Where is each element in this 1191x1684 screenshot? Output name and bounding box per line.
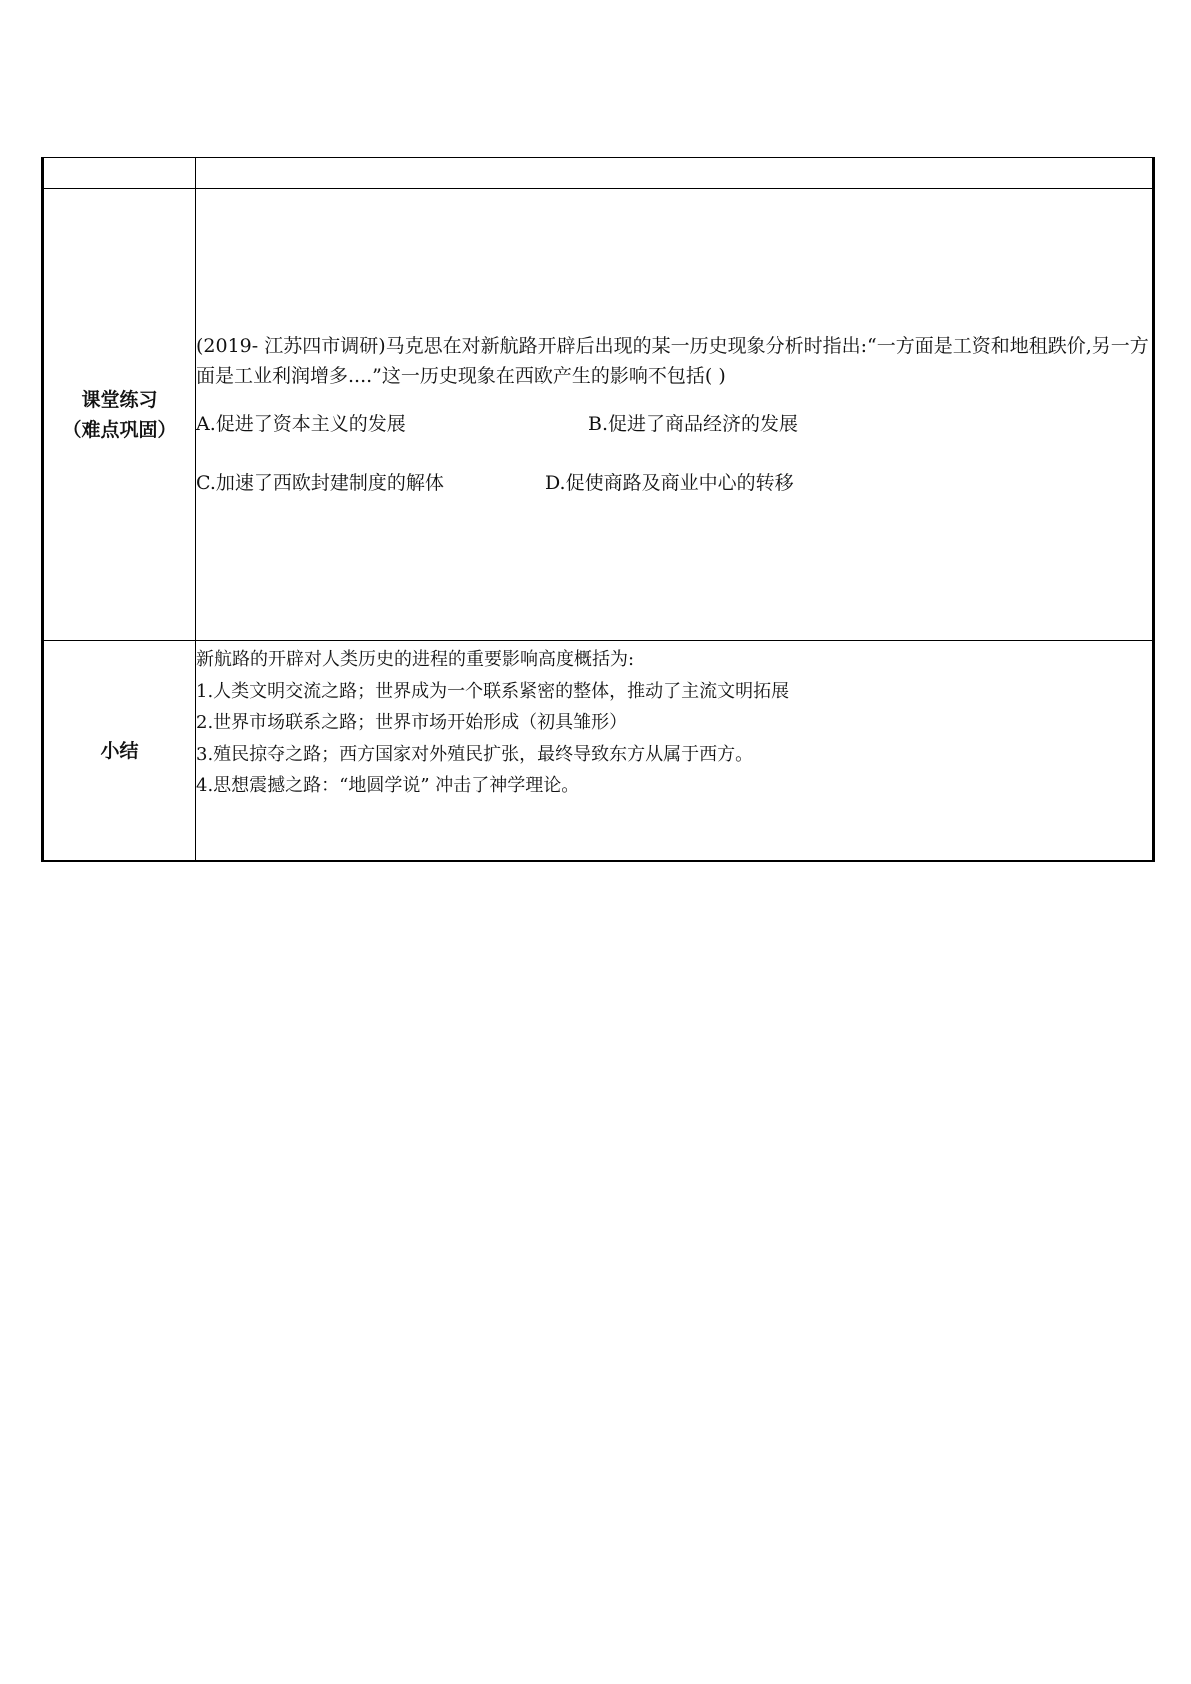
summary-point-3: 3.殖民掠夺之路；西方国家对外殖民扩张，最终导致东方从属于西方。 (196, 743, 754, 765)
header-row (43, 158, 1154, 189)
summary-point-4: 4.思想震撼之路：“地圆学说” 冲击了神学理论。 (196, 775, 580, 796)
summary-point-2: 2.世界市场联系之路；世界市场开始形成（初具雏形） (196, 712, 628, 733)
option-d: D.促使商路及商业中心的转移 (545, 472, 794, 494)
summary-intro: 新航路的开辟对人类历史的进程的重要影响高度概括为: (196, 649, 635, 670)
practice-label-cell (43, 189, 196, 641)
lesson-table (41, 157, 1155, 862)
option-c: C.加速了西欧封建制度的解体 (196, 472, 444, 494)
practice-content-cell (196, 189, 1154, 641)
summary-content-cell (196, 641, 1154, 862)
practice-row (43, 189, 1154, 641)
header-left-cell (43, 158, 196, 189)
practice-label-subtitle: （难点巩固） (62, 418, 177, 441)
option-b: B.促进了商品经济的发展 (588, 413, 799, 435)
option-a: A.促进了资本主义的发展 (196, 413, 406, 435)
summary-label-cell: 小结 (43, 641, 196, 862)
header-right-cell (196, 158, 1154, 189)
summary-point-1: 1.人类文明交流之路；世界成为一个联系紧密的整体，推动了主流文明拓展 (196, 680, 790, 702)
practice-label-title: 课堂练习 (81, 388, 158, 411)
summary-text-block (196, 641, 1152, 802)
options-row-ab (196, 409, 1152, 439)
question-text: (2019- 江苏四市调研)马克思在对新航路开辟后出现的某一历史现象分析时指出:“一方面是工资和地租跌价,另一方面是工业利润增多....”这一历史现象在西欧产生的影响不包括( ) (196, 335, 1149, 387)
summary-row (43, 641, 1154, 862)
options-row-cd (196, 468, 1152, 498)
